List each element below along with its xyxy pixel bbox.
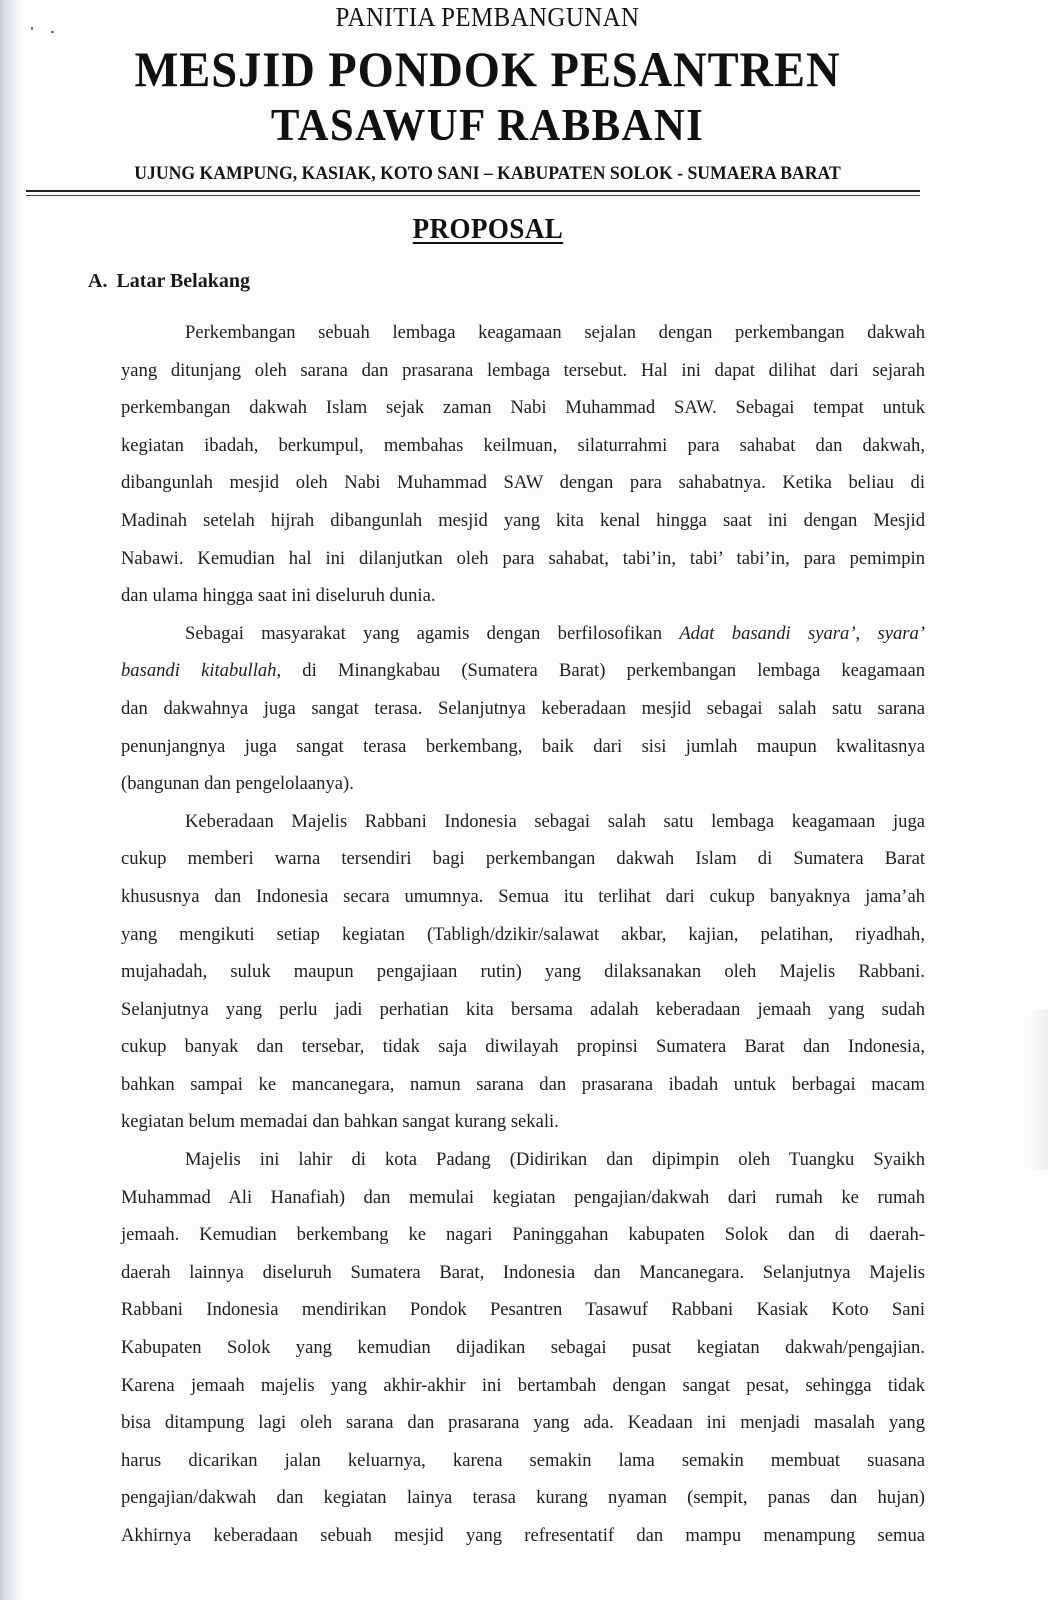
- institution-name: TASAWUF RABBANI: [270, 99, 705, 150]
- body-text: [121, 314, 925, 1555]
- text-line: perkembangan dakwah Islam sejak zaman Nabi Muhammad SAW. Sebagai tempat untuk: [121, 397, 925, 419]
- address-line: UJUNG KAMPUNG, KASIAK, KOTO SANI – KABUPATEN SOLOK - SUMAERA BARAT: [134, 163, 841, 184]
- header-divider-thick: [26, 190, 920, 192]
- paragraph-4: [121, 1141, 925, 1555]
- text-line: kegiatan belum memadai dan bahkan sangat kurang sekali.: [121, 1111, 559, 1133]
- text-line: kegiatan ibadah, berkumpul, membahas keilmuan, silaturrahmi para sahabat dan dakwah,: [121, 434, 925, 456]
- scan-edge-shade: [1030, 1010, 1048, 1170]
- text-line: [121, 652, 925, 690]
- text-line: cukup memberi warna tersendiri bagi perkembangan dakwah Islam di Sumatera Barat: [121, 848, 925, 870]
- document-title-text: PROPOSAL: [412, 213, 563, 245]
- text-line: Perkembangan sebuah lembaga keagamaan sejalan dengan perkembangan dakwah: [185, 322, 925, 343]
- text-line: Akhirnya keberadaan sebuah mesjid yang refresentatif dan mampu menampung semua: [121, 1525, 925, 1546]
- committee-heading: PANITIA PEMBANGUNAN: [335, 2, 640, 32]
- document-title: [0, 213, 975, 246]
- text-line: dan ulama hingga saat ini diseluruh dunia.: [121, 585, 436, 607]
- text-line: (bangunan dan pengelolaanya).: [121, 773, 354, 795]
- text-line: bisa ditampung lagi oleh sarana dan prasarana yang ada. Keadaan ini menjadi masalah yang: [121, 1412, 925, 1434]
- text-line: Kabupaten Solok yang kemudian dijadikan sebagai pusat kegiatan dakwah/pengajian.: [121, 1337, 925, 1359]
- text-line: jemaah. Kemudian berkembang ke nagari Paninggahan kabupaten Solok dan di daerah-: [121, 1224, 925, 1246]
- paragraph-1: [121, 314, 925, 615]
- text-line: Selanjutnya yang perlu jadi perhatian kita bersama adalah keberadaan jemaah yang sudah: [121, 998, 925, 1020]
- text-line: khususnya dan Indonesia secara umumnya. Semua itu terlihat dari cukup banyaknya jama’ah: [121, 885, 925, 907]
- text-line: Karena jemaah majelis yang akhir-akhir ini bertambah dengan sangat pesat, sehingga tidak: [121, 1374, 925, 1396]
- text-line: penunjangnya juga sangat terasa berkembang, baik dari sisi jumlah maupun kwalitasnya: [121, 735, 925, 757]
- text-line: harus dicarikan jalan keluarnya, karena semakin lama semakin membuat suasana: [121, 1449, 925, 1471]
- text-run: Sebagai masyarakat yang agamis dengan berfilosofikan: [185, 622, 680, 644]
- text-line: yang ditunjang oleh sarana dan prasarana lembaga tersebut. Hal ini dapat dilihat dari sejarah: [121, 359, 925, 381]
- section-heading: [88, 270, 250, 293]
- italic-phrase: Adat basandi syara’, syara’: [679, 622, 925, 644]
- text-line: dibangunlah mesjid oleh Nabi Muhammad SAW dengan para sahabatnya. Ketika beliau di: [121, 472, 925, 494]
- text-line: yang mengikuti setiap kegiatan (Tabligh/dzikir/salawat akbar, kajian, pelatihan, riyadhah,: [121, 923, 925, 945]
- section-number: A.: [88, 270, 108, 292]
- text-line: Keberadaan Majelis Rabbani Indonesia sebagai salah satu lembaga keagamaan juga: [185, 810, 925, 832]
- scan-speck: [31, 27, 33, 30]
- header-divider-thin: [26, 195, 920, 196]
- text-line: Majelis ini lahir di kota Padang (Didirikan dan dipimpin oleh Tuangku Syaikh: [185, 1149, 925, 1171]
- text-line: Madinah setelah hijrah dibangunlah mesjid yang kita kenal hingga saat ini dengan Mesjid: [121, 509, 925, 531]
- section-title: Latar Belakang: [116, 270, 250, 292]
- text-line: Muhammad Ali Hanafiah) dan memulai kegiatan pengajian/dakwah dari rumah ke rumah: [121, 1186, 925, 1208]
- text-line: pengajian/dakwah dan kegiatan lainya terasa kurang nyaman (sempit, panas dan hujan): [121, 1487, 925, 1509]
- italic-phrase: basandi kitabullah: [121, 660, 277, 682]
- text-run: , di Minangkabau (Sumatera Barat) perkembangan lembaga keagamaan: [276, 660, 925, 682]
- text-line: bahkan sampai ke mancanegara, namun sarana dan prasarana ibadah untuk berbagai macam: [121, 1073, 925, 1095]
- paragraph-2: [121, 615, 925, 803]
- text-line: Rabbani Indonesia mendirikan Pondok Pesantren Tasawuf Rabbani Kasiak Koto Sani: [121, 1299, 925, 1321]
- text-line: Nabawi. Kemudian hal ini dilanjutkan oleh para sahabat, tabi’in, tabi’ tabi’in, para pemimpin: [121, 547, 925, 569]
- text-line: [121, 615, 925, 653]
- text-line: mujahadah, suluk maupun pengajiaan rutin) yang dilaksanakan oleh Majelis Rabbani.: [121, 961, 925, 983]
- text-line: dan dakwahnya juga sangat terasa. Selanjutnya keberadaan mesjid sebagai salah satu sarana: [121, 697, 925, 719]
- mosque-heading: MESJID PONDOK PESANTREN: [134, 41, 841, 97]
- paragraph-3: [121, 803, 925, 1141]
- text-line: daerah lainnya diseluruh Sumatera Barat, Indonesia dan Mancanegara. Selanjutnya Majelis: [121, 1261, 925, 1283]
- text-line: cukup banyak dan tersebar, tidak saja diwilayah propinsi Sumatera Barat dan Indonesia,: [121, 1036, 925, 1058]
